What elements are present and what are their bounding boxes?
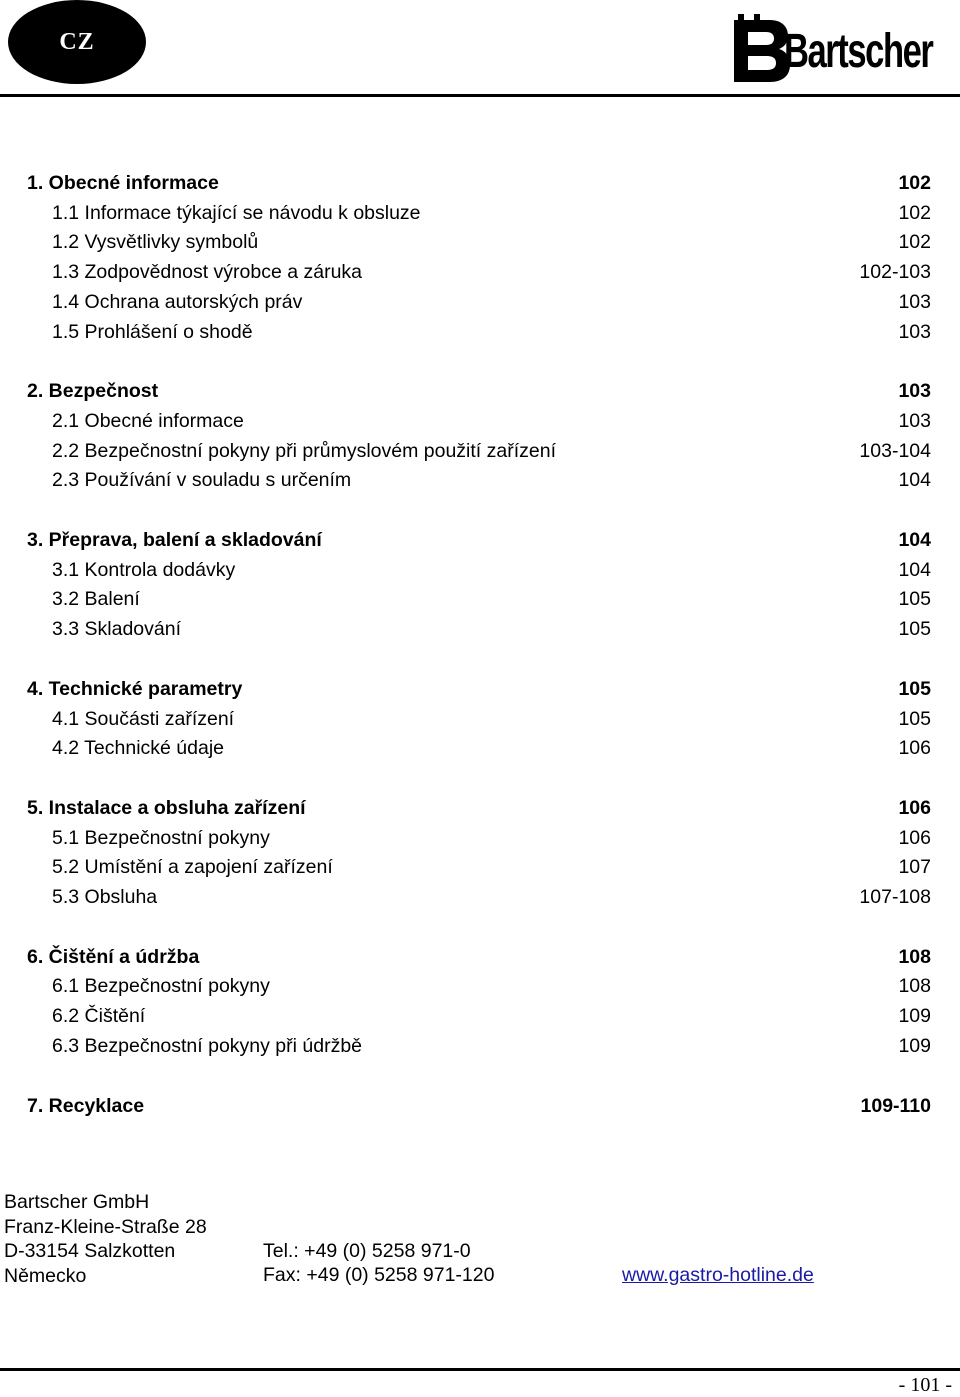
toc-entry-page: 107 (898, 856, 931, 879)
header-divider (0, 94, 960, 97)
toc-entry[interactable] (0, 614, 960, 644)
toc-entry-page: 102-103 (859, 261, 931, 284)
toc-entry[interactable] (0, 317, 960, 347)
toc-entry-title: 7. Recyklace (27, 1094, 145, 1117)
toc-entry[interactable] (0, 584, 960, 614)
toc-entry-page: 103 (898, 409, 931, 432)
toc-entry-title: 1. Obecné informace (27, 172, 219, 194)
toc-entry[interactable] (0, 555, 960, 585)
toc-entry-page: 106 (898, 737, 931, 760)
toc-entry-title: 3.3 Skladování (52, 618, 182, 641)
toc-entry-page: 103-104 (859, 439, 931, 462)
toc-entry-title: 1.5 Prohlášení o shodě (52, 320, 253, 343)
toc-entry-title: 6.1 Bezpečnostní pokyny (52, 975, 270, 998)
toc-entry-title: 4.1 Součásti zařízení (52, 707, 235, 730)
toc-entry-title: 6.2 Čištění (52, 1005, 146, 1028)
language-badge (8, 0, 146, 84)
toc-entry-title: 1.4 Ochrana autorských práv (52, 290, 303, 313)
toc-chapter[interactable] (0, 793, 960, 823)
footer-divider (0, 1368, 960, 1371)
toc-entry-page: 108 (898, 975, 931, 998)
toc-entry-title: 2.2 Bezpečnostní pokyny při průmyslovém použití zařízení (52, 439, 556, 462)
toc-entry-page: 105 (898, 677, 931, 700)
toc-entry-title: 5. Instalace a obsluha zařízení (27, 796, 306, 819)
toc-entry-title: 3.2 Balení (52, 588, 140, 611)
toc-entry-page: 108 (898, 945, 931, 968)
logo-wordmark: Bartscher (784, 25, 933, 78)
page-number: - 101 - (898, 1374, 952, 1396)
toc-chapter[interactable] (0, 942, 960, 972)
toc-entry[interactable] (0, 1001, 960, 1031)
toc-entry[interactable] (0, 465, 960, 495)
toc-entry-title: 4. Technické parametry (27, 677, 243, 700)
toc-entry-page: 105 (898, 618, 931, 641)
toc-entry-title: 6. Čištění a údržba (27, 945, 200, 968)
toc-chapter[interactable] (0, 1091, 960, 1121)
toc-entry[interactable] (0, 852, 960, 882)
toc-entry-title: 6.3 Bezpečnostní pokyny při údržbě (52, 1034, 363, 1057)
toc-entry-page: 107-108 (859, 886, 931, 908)
toc-entry-page: 103 (898, 320, 931, 343)
toc-entry[interactable] (0, 227, 960, 257)
bartscher-b-logo-icon (732, 14, 792, 88)
toc-entry-page: 109 (898, 1005, 931, 1028)
toc-entry-title: 2.3 Používání v souladu s určením (52, 469, 352, 492)
toc-entry-page: 104 (898, 469, 931, 492)
toc-entry[interactable] (0, 406, 960, 436)
toc-entry-title: 2.1 Obecné informace (52, 409, 244, 432)
fax-number: Fax: +49 (0) 5258 971-120 (263, 1264, 495, 1286)
toc-chapter[interactable] (0, 376, 960, 406)
toc-entry-page: 105 (898, 588, 931, 611)
toc-entry-page: 106 (898, 826, 931, 849)
toc-entry[interactable] (0, 1031, 960, 1061)
bartscher-logo (732, 14, 946, 88)
footer-address (4, 1190, 207, 1288)
toc-entry-page: 102 (898, 172, 931, 194)
toc-entry-page: 104 (898, 558, 931, 581)
toc-entry-title: 4.2 Technické údaje (52, 737, 225, 760)
toc-entry-page: 106 (898, 796, 931, 819)
toc-entry-page: 105 (898, 707, 931, 730)
toc-chapter[interactable] (0, 168, 960, 198)
language-badge-label: CZ (59, 28, 95, 55)
toc-entry[interactable] (0, 971, 960, 1001)
toc-entry-page: 104 (898, 529, 931, 551)
toc-entry-title: 1.1 Informace týkající se návodu k obsluze (52, 201, 421, 224)
toc-entry-page: 102 (898, 231, 931, 254)
toc-chapter[interactable] (0, 674, 960, 704)
toc-entry-title: 3.1 Kontrola dodávky (52, 558, 236, 581)
toc-entry[interactable] (0, 733, 960, 763)
website-link[interactable]: www.gastro-hotline.de (622, 1264, 814, 1286)
toc-entry[interactable] (0, 704, 960, 734)
toc-entry-title: 2. Bezpečnost (27, 380, 159, 403)
country: Německo (4, 1264, 87, 1287)
city-address: D-33154 Salzkotten (4, 1240, 176, 1262)
toc-chapter[interactable] (0, 525, 960, 555)
toc-entry-page: 109 (898, 1034, 931, 1057)
toc-entry[interactable] (0, 198, 960, 228)
phone-number: Tel.: +49 (0) 5258 971-0 (263, 1240, 471, 1262)
street-address: Franz-Kleine-Straße 28 (4, 1215, 207, 1238)
toc-entry-title: 1.2 Vysvětlivky symbolů (52, 231, 259, 254)
toc-entry-title: 3. Přeprava, balení a skladování (27, 529, 322, 551)
toc-entry-title: 1.3 Zodpovědnost výrobce a záruka (52, 261, 363, 284)
toc-entry-page: 103 (898, 290, 931, 313)
toc-entry-page: 109-110 (860, 1094, 931, 1117)
toc-entry[interactable] (0, 257, 960, 287)
toc-entry[interactable] (0, 882, 960, 912)
company-name: Bartscher GmbH (4, 1191, 150, 1213)
toc-entry-title: 5.3 Obsluha (52, 886, 158, 908)
toc-entry-title: 5.1 Bezpečnostní pokyny (52, 826, 270, 849)
toc-entry-title: 5.2 Umístění a zapojení zařízení (52, 856, 333, 879)
toc-entry[interactable] (0, 436, 960, 466)
toc-entry-page: 102 (898, 201, 931, 224)
toc-entry-page: 103 (898, 380, 931, 403)
toc-entry[interactable] (0, 823, 960, 853)
toc-entry[interactable] (0, 287, 960, 317)
